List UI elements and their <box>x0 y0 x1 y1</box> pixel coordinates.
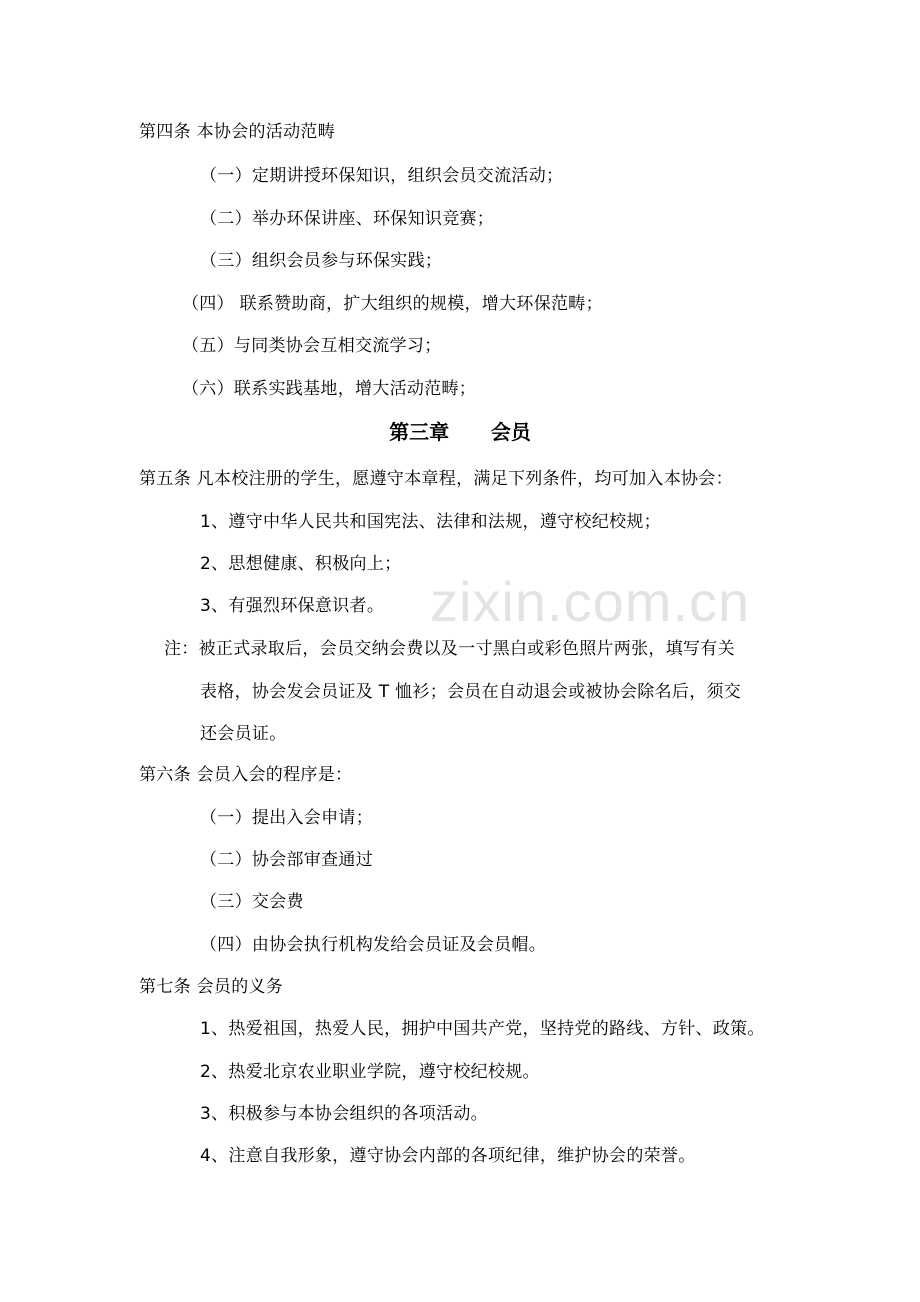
article-4-item-1: （一）定期讲授环保知识，组织会员交流活动； <box>200 166 564 186</box>
article-5-item-3: 3、有强烈环保意识者。 <box>200 596 385 616</box>
article-4-item-3: （三）组织会员参与环保实践； <box>200 251 443 271</box>
article-7-item-3: 3、积极参与本协会组织的各项活动。 <box>200 1104 488 1124</box>
article-6-item-4: （四）由协会执行机构发给会员证及会员帽。 <box>200 935 546 955</box>
article-7-item-2: 2、热爱北京农业职业学院，遵守校纪校规。 <box>200 1062 540 1082</box>
article-5-title: 第五条 凡本校注册的学生，愿遵守本章程，满足下列条件，均可加入本协会： <box>139 469 733 489</box>
article-5-note-line-2: 表格，协会发会员证及 T 恤衫；会员在自动退会或被协会除名后，须交 <box>200 682 742 702</box>
article-4-item-6: （六）联系实践基地，增大活动范畴； <box>182 379 477 399</box>
article-6-item-2: （二）协会部审查通过 <box>200 850 373 870</box>
article-4-title: 第四条 本协会的活动范畴 <box>139 122 336 142</box>
article-5-item-1: 1、遵守中华人民共和国宪法、法律和法规，遵守校纪校规； <box>200 512 661 532</box>
watermark: zixin.com.cn <box>430 570 751 633</box>
article-5-note-line-3: 还会员证。 <box>200 724 287 744</box>
article-7-item-1: 1、热爱祖国，热爱人民，拥护中国共产党，坚持党的路线、方针、政策。 <box>200 1019 765 1039</box>
article-6-item-3: （三）交会费 <box>200 892 304 912</box>
article-4-item-5: （五）与同类协会互相交流学习； <box>182 336 442 356</box>
article-6-item-1: （一）提出入会申请； <box>200 808 373 828</box>
article-4-item-4: （四） 联系赞助商，扩大组织的规模，增大环保范畴； <box>182 294 603 314</box>
article-5-note-line-1: 注：被正式录取后，会员交纳会费以及一寸黑白或彩色照片两张，填写有关 <box>164 639 735 659</box>
article-7-title: 第七条 会员的义务 <box>139 977 284 997</box>
article-5-item-2: 2、思想健康、积极向上； <box>200 554 402 574</box>
chapter-3-heading: 第三章 会员 <box>389 420 531 444</box>
article-6-title: 第六条 会员入会的程序是： <box>139 765 353 785</box>
article-7-item-4: 4、注意自我形象，遵守协会内部的各项纪律，维护协会的荣誉。 <box>200 1146 696 1166</box>
article-4-item-2: （二）举办环保讲座、环保知识竞赛； <box>200 209 495 229</box>
